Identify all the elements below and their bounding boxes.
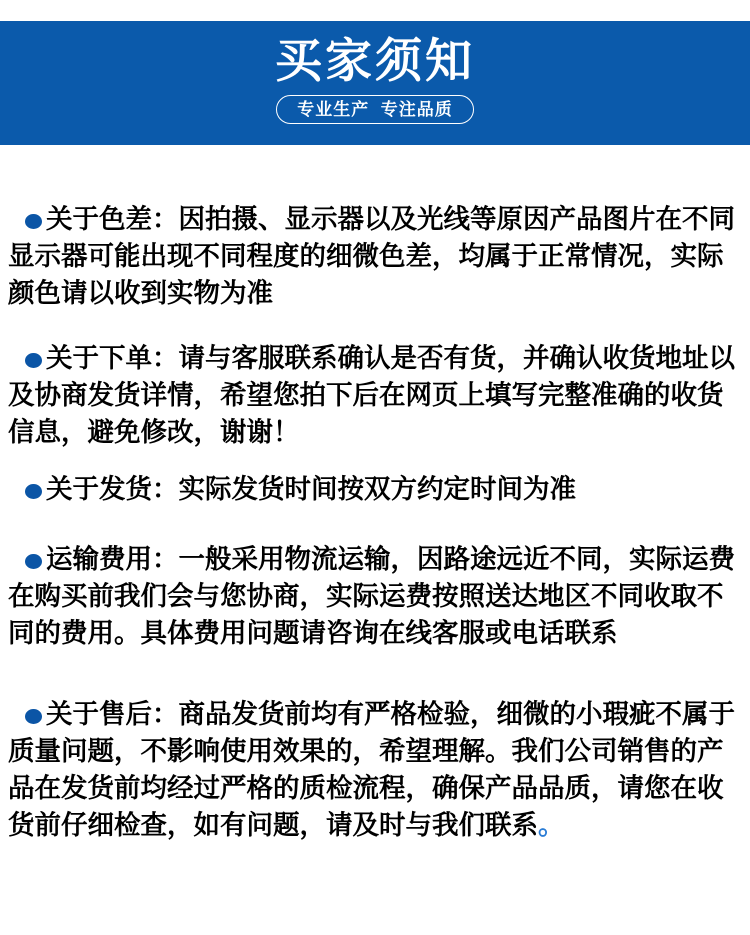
notice-item-freight <box>8 541 742 652</box>
notice-list <box>0 145 750 844</box>
bullet-icon <box>25 353 42 368</box>
notice-text: 关于售后：商品发货前均有严格检验，细微的小瑕疵不属于质量问题，不影响使用效果的，希望理解。我们公司销售的产品在发货前均经过严格的质检流程，确保产品品质，请您在收货前仔细检查，如有问题，请及时与我们联系 <box>8 699 735 840</box>
tagline-text: 专业生产 专注品质 <box>297 100 453 119</box>
notice-text: 关于色差：因拍摄、显示器以及光线等原因产品图片在不同显示器可能出现不同程度的细微色差，均属于正常情况，实际颜色请以收到实物为准 <box>8 204 735 308</box>
notice-suffix: 。 <box>538 810 565 840</box>
bullet-icon <box>25 214 42 229</box>
bullet-icon <box>25 709 42 724</box>
notice-item-ordering <box>8 340 742 451</box>
header-banner <box>0 21 750 145</box>
bullet-icon <box>25 484 42 499</box>
tagline-pill <box>276 95 473 124</box>
notice-item-after-sales <box>8 696 742 844</box>
notice-item-color-difference <box>8 201 742 312</box>
notice-text: 运输费用：一般采用物流运输，因路途远近不同，实际运费在购买前我们会与您协商，实际运费按照送达地区不同收取不同的费用。具体费用问题请咨询在线客服或电话联系 <box>8 544 735 648</box>
notice-text: 关于下单：请与客服联系确认是否有货，并确认收货地址以及协商发货详情，希望您拍下后在网页上填写完整准确的收货信息，避免修改，谢谢！ <box>8 343 735 447</box>
notice-item-shipping <box>8 471 742 508</box>
bullet-icon <box>25 554 42 569</box>
notice-text: 关于发货：实际发货时间按双方约定时间为准 <box>46 474 576 504</box>
page-title: 买家须知 <box>275 34 475 87</box>
